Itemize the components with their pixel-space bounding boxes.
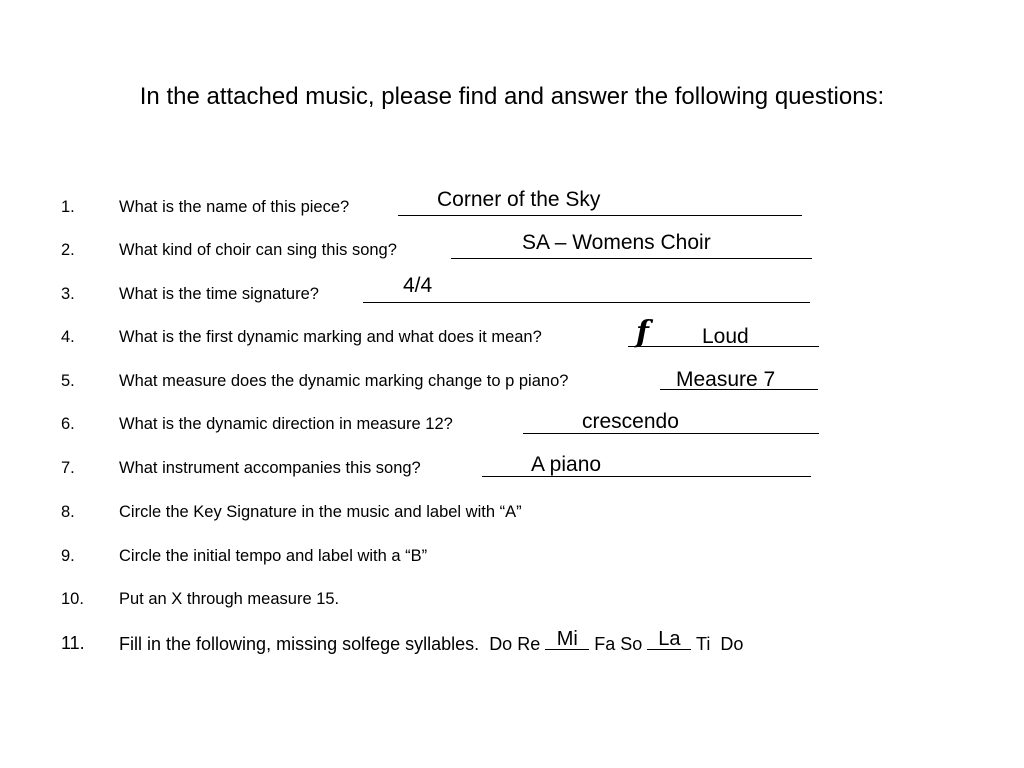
answer-line: [398, 215, 802, 216]
answer-text: Measure 7: [676, 368, 776, 391]
question-number: 7.: [61, 459, 75, 477]
question-11-instructions: Fill in the following, missing solfege syllables.: [119, 634, 480, 654]
solfege-syllable: Re: [517, 634, 541, 654]
question-text: Put an X through measure 15.: [119, 590, 340, 608]
solfege-syllable: Ti: [696, 634, 711, 654]
answer-text: 4/4: [403, 274, 433, 297]
question-text: What is the first dynamic marking and what does it mean?: [119, 328, 542, 346]
answer-text: A piano: [531, 453, 602, 476]
answer-text: Corner of the Sky: [437, 188, 601, 211]
answer-text: SA – Womens Choir: [522, 231, 711, 254]
solfege-blank: [647, 628, 691, 650]
question-number: 8.: [61, 503, 75, 521]
answer-line: [363, 302, 810, 303]
question-text: What kind of choir can sing this song?: [119, 241, 397, 259]
question-number: 9.: [61, 547, 75, 565]
question-text: What is the dynamic direction in measure 12?: [119, 415, 453, 433]
question-number: 10.: [61, 590, 84, 608]
question-text: Circle the Key Signature in the music and label with “A”: [119, 503, 522, 521]
solfege-syllable: Do: [489, 634, 513, 654]
question-text: What instrument accompanies this song?: [119, 459, 421, 477]
answer-text: crescendo: [582, 410, 679, 433]
question-text: [119, 628, 744, 655]
question-number: 6.: [61, 415, 75, 433]
forte-dynamic-symbol: f: [636, 315, 649, 350]
question-number: 5.: [61, 372, 75, 390]
question-text: What is the name of this piece?: [119, 198, 350, 216]
solfege-answer: La: [658, 628, 681, 650]
question-number: 1.: [61, 198, 75, 216]
answer-text: Loud: [702, 325, 749, 348]
solfege-blank: [545, 628, 589, 650]
answer-line: [451, 258, 812, 259]
question-number: 4.: [61, 328, 75, 346]
question-text: What is the time signature?: [119, 285, 319, 303]
question-number: 3.: [61, 285, 75, 303]
solfege-syllable: Do: [720, 634, 744, 654]
question-number: 11.: [61, 633, 85, 653]
worksheet-title: In the attached music, please find and answer the following questions:: [139, 83, 885, 110]
question-number: 2.: [61, 241, 75, 259]
question-text: What measure does the dynamic marking change to p piano?: [119, 372, 569, 390]
question-text: Circle the initial tempo and label with a “B”: [119, 547, 428, 565]
solfege-syllable: So: [620, 634, 643, 654]
solfege-answer: Mi: [556, 628, 578, 650]
solfege-syllable: Fa: [594, 634, 616, 654]
